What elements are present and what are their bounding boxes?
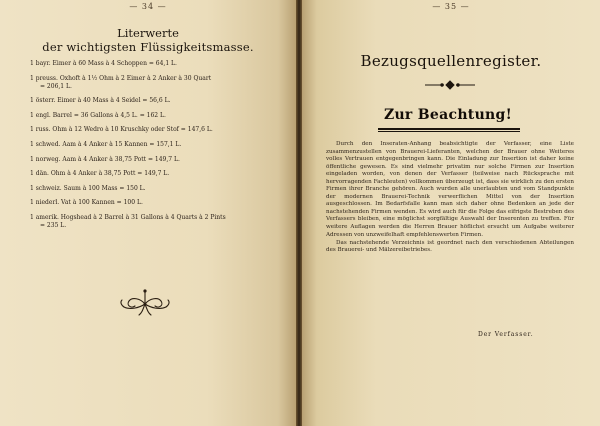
notice-paragraph: Das nachstehende Verzeichnis ist geordnet nach den verschiedenen Abteilungen des Brauerei- und Mälzereibetriebes. (326, 239, 574, 254)
notice-heading: Zur Beachtung! (383, 107, 513, 123)
measure-entry-text: 1 dän. Ohm à 4 Anker à 38,75 Pott = 149,7 L. (30, 170, 170, 178)
measure-entry-text: 1 österr. Eimer à 40 Mass à 4 Seidel = 56,6 L. (30, 97, 171, 105)
measure-entry (30, 199, 290, 207)
measure-entry (30, 141, 290, 149)
left-page-number: — 34 — (129, 2, 167, 11)
floral-ornament-icon (118, 288, 172, 318)
measure-entry-text: 1 amerik. Hogshead à 2 Barrel à 31 Gallons à 4 Quarts à 2 Pints (30, 213, 226, 221)
measure-entry (30, 185, 290, 193)
left-page-title-line1: Literwerte (117, 26, 179, 40)
measure-entry (30, 112, 290, 120)
measure-entry-text: 1 niederl. Vat à 100 Kannen = 100 L. (30, 199, 143, 207)
measure-entry (30, 60, 290, 68)
measure-entry (30, 126, 290, 134)
measure-entry-continuation: = 206,1 L. (40, 82, 72, 90)
measure-entry-text: 1 engl. Barrel = 36 Gallons à 4,5 L. = 162 L. (30, 111, 166, 119)
measure-entry (30, 156, 290, 164)
right-page-number: — 35 — (432, 2, 470, 11)
divider-ornament-icon (423, 80, 477, 90)
heading-rule-thin (378, 131, 520, 132)
left-page-title-line2: der wichtigsten Flüssigkeitsmasse. (42, 40, 254, 54)
measure-entry-text: 1 schweiz. Saum à 100 Mass = 150 L. (30, 184, 146, 192)
measure-entry (30, 170, 290, 178)
register-title: Bezugsquellenregister. (360, 52, 542, 70)
measure-entry-text: 1 preuss. Oxhoft à 1½ Ohm à 2 Eimer à 2 Anker à 30 Quart (30, 74, 212, 82)
measure-entry-text: 1 bayr. Eimer à 60 Mass à 4 Schoppen = 64,1 L. (30, 60, 177, 67)
measure-entry (30, 75, 290, 91)
liquid-measures-list (30, 60, 290, 237)
measure-entry (30, 97, 290, 105)
measure-entry-text: 1 norweg. Aam à 4 Anker à 38,75 Pott = 149,7 L. (30, 155, 180, 163)
notice-paragraph: Durch den Inseraten-Anhang beabsichtigte der Verfasser, eine Liste zusammenzustellen von Brauerei-Lieferanten, welchen der Brauer ohne Weiteres volles Vertrauen entgegenbringen kann. Die Einladung zur Insertion ist daher keine öffentliche gewesen. Es sind vielmehr privatim nur solche Firmen zur Insertion eingeladen worden, von denen der Verfasser (teilweise nach Rücksprache mit hervorragenden Fachleuten) vollkommen überzeugt ist, dass sie wirklich zu den ersten Firmen ihrer Branche gehören. Auch wurden alle unerlaubten und vom Standpunkte der modernen Brauerei-Technik verwerflichen Mittel von der Insertion ausgeschlossen. Im Bedarfsfalle kann man sich daher ohne Bedenken an jede der nachstehenden Firmen wenden. Es wird auch für die Folge das eifrigste Bestreben des Verfassers bleiben, eine möglichst sorgfältige Auswahl der Inserenten zu treffen. Für weitere Auflagen werden die Herren Brauer höflichst ersucht um Aufgabe weiterer Adressen von unzweifelhaft empfehlenswerten Firmen. (326, 141, 574, 238)
measure-entry-text: 1 russ. Ohm à 12 Wedro à 10 Kruschky oder Stof = 147,6 L. (30, 126, 213, 134)
measure-entry (30, 214, 290, 230)
author-signature: Der Verfasser. (478, 331, 534, 338)
notice-body (326, 141, 574, 255)
heading-rule-thick (378, 128, 520, 130)
measure-entry-continuation: = 235 L. (40, 221, 67, 229)
measure-entry-text: 1 schwed. Aam à 4 Anker à 15 Kannen = 157,1 L. (30, 140, 182, 148)
